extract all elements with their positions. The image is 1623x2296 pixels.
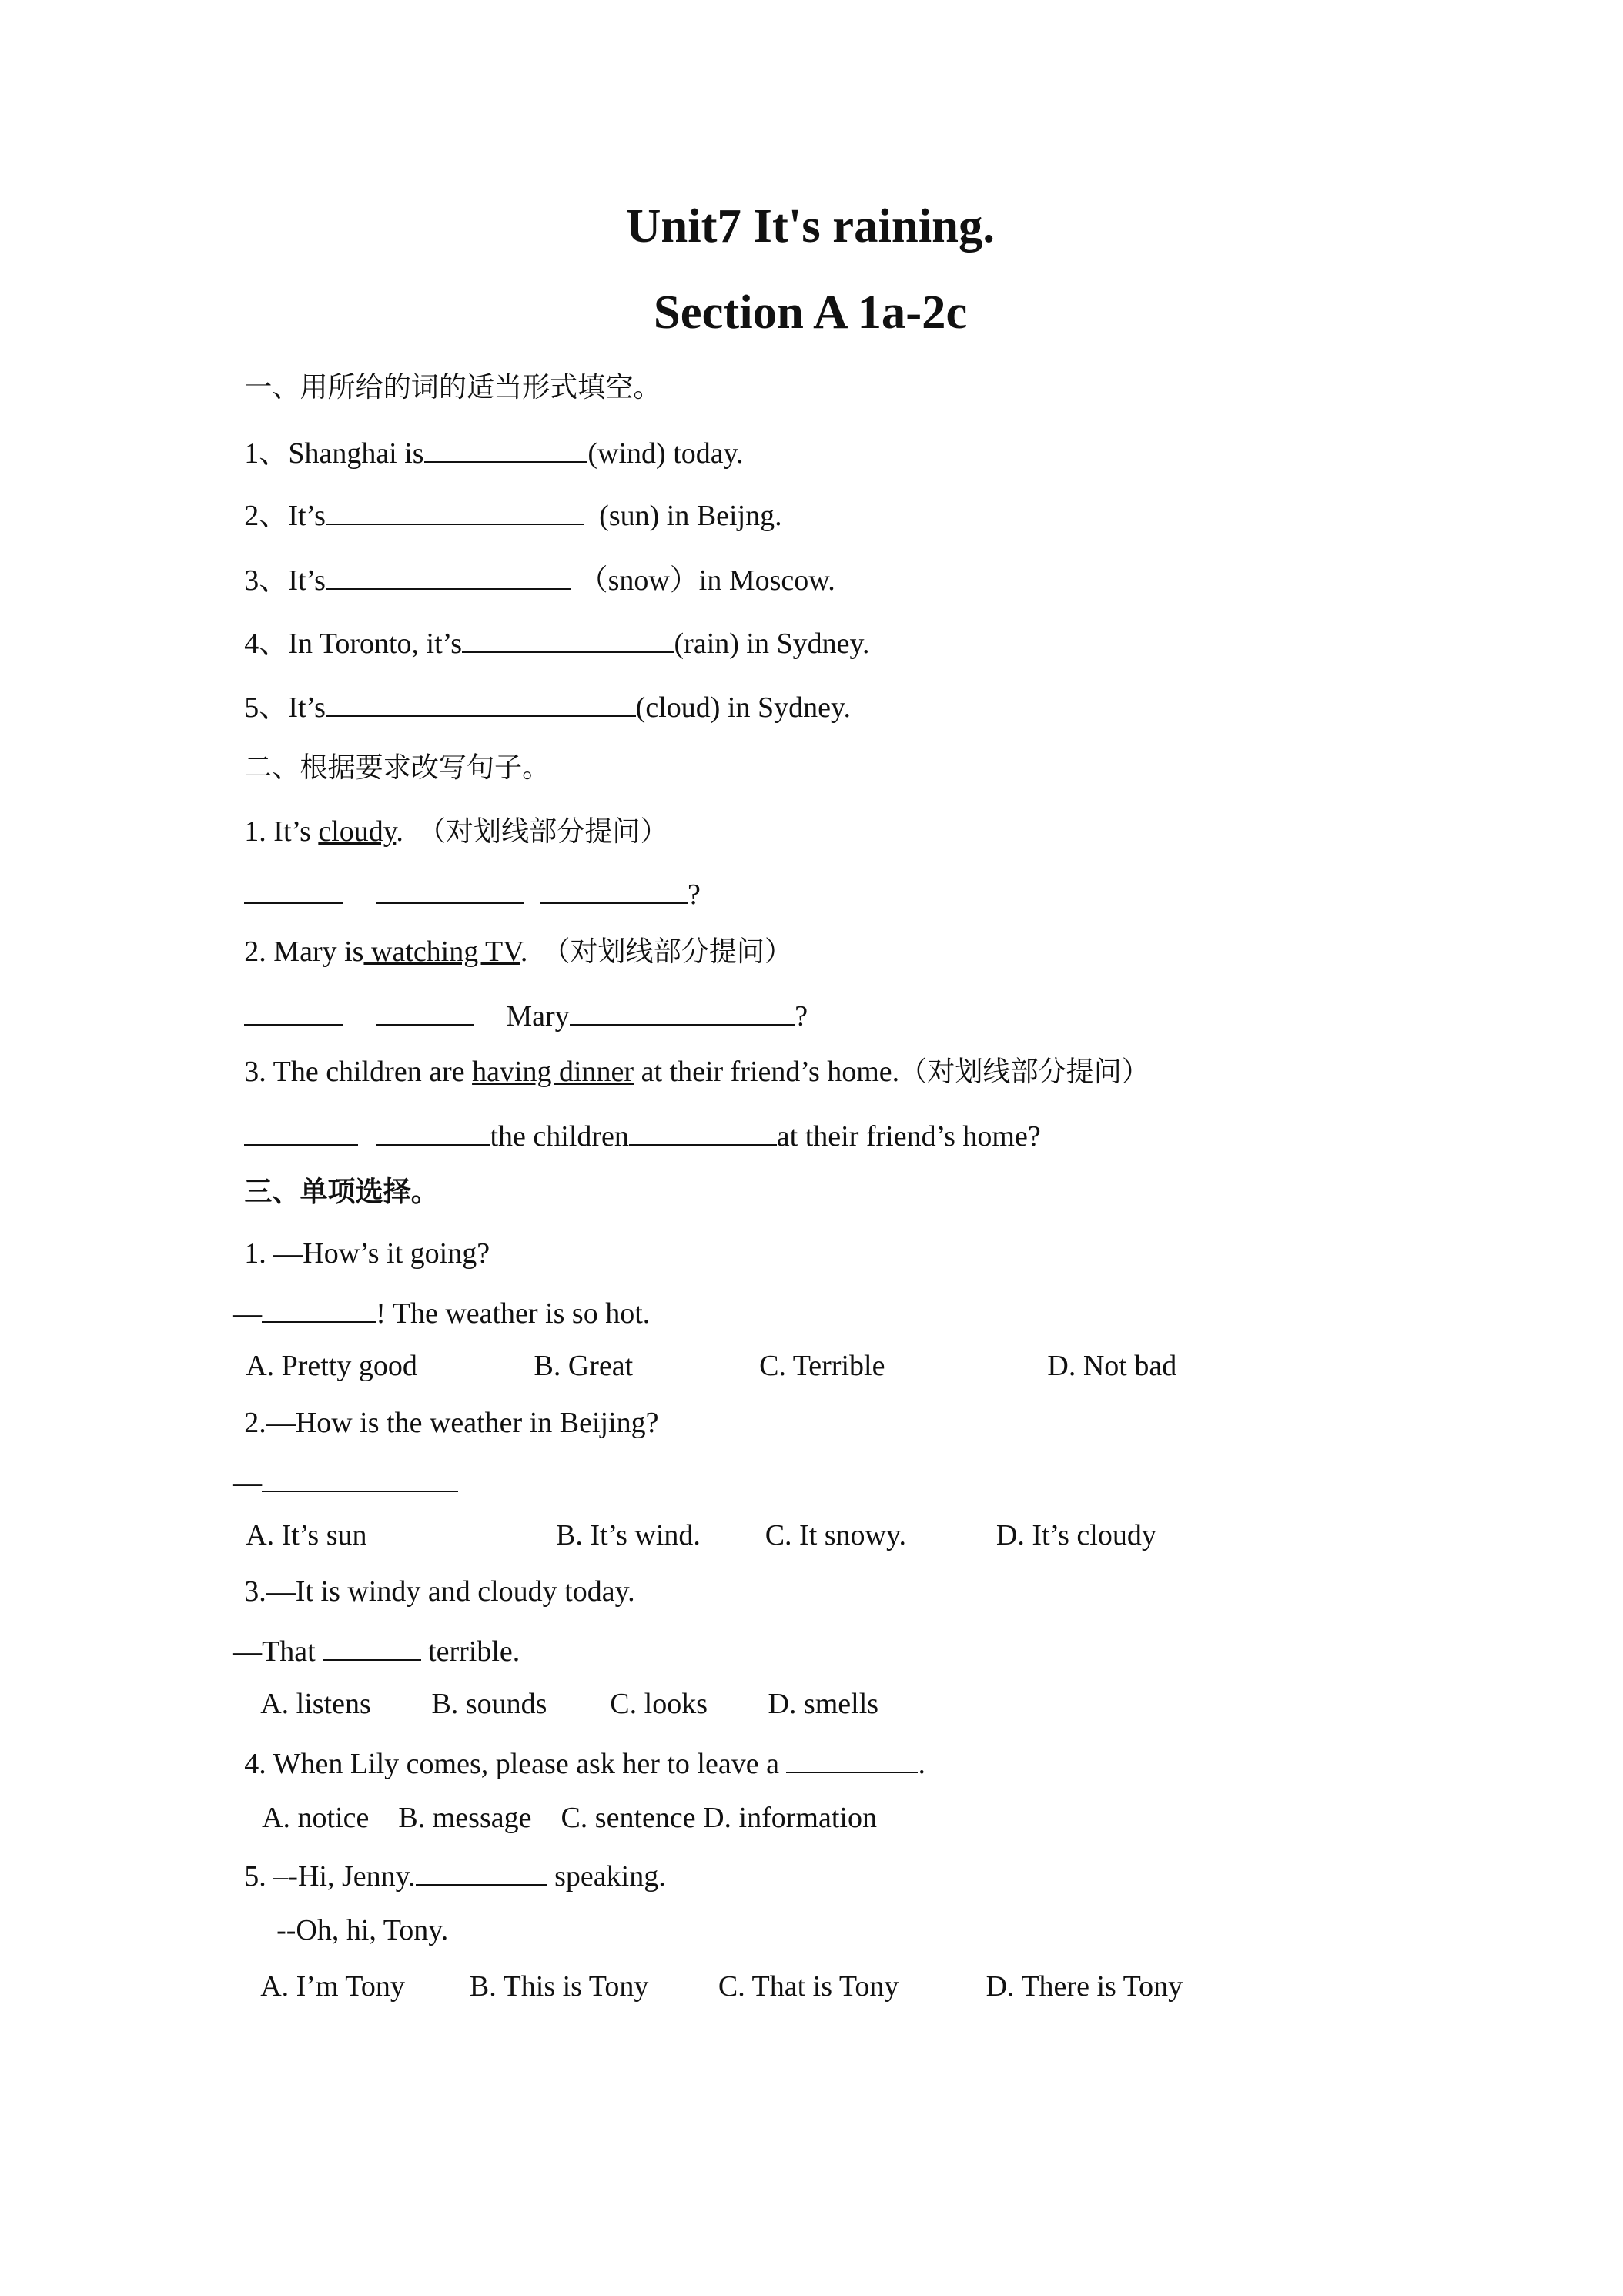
- part1-item-3: [244, 559, 835, 600]
- part3-q2-prompt: 2.—How is the weather in Beijing?: [244, 1407, 659, 1439]
- instruction-note: （对划线部分提问）: [899, 1056, 1149, 1088]
- item-number: 5、: [244, 691, 289, 725]
- answer-text: at their friend’s home?: [776, 1120, 1041, 1153]
- option-d[interactable]: D. smells: [768, 1687, 879, 1720]
- part3-q3-prompt: 3.—It is windy and cloudy today.: [244, 1575, 635, 1608]
- underlined-phrase: having dinner: [472, 1056, 634, 1088]
- option-d[interactable]: D. It’s cloudy: [996, 1519, 1156, 1552]
- part2-question-3: [244, 1053, 1149, 1091]
- part2-answer-1: [244, 873, 701, 914]
- question-text: at their friend’s home.: [634, 1056, 900, 1088]
- answer-blank[interactable]: [244, 873, 343, 904]
- question-text: .: [918, 1747, 925, 1780]
- answer-blank[interactable]: [244, 1115, 358, 1146]
- question-text: 1. It’s: [244, 815, 319, 848]
- question-text: 5. –-Hi, Jenny.: [244, 1860, 416, 1893]
- question-text: speaking.: [547, 1860, 666, 1893]
- item-text: (sun) in Beijng.: [584, 500, 782, 533]
- answer-blank[interactable]: [376, 873, 524, 904]
- question-text: 2. Mary is: [244, 935, 364, 969]
- part1-heading: 一、用所给的词的适当形式填空。: [244, 370, 661, 403]
- option-d[interactable]: D. There is Tony: [986, 1970, 1183, 2003]
- part3-q5-reply: --Oh, hi, Tony.: [276, 1914, 449, 1947]
- underlined-phrase: watching TV: [363, 935, 520, 969]
- part3-q2-reply: [233, 1461, 458, 1502]
- option-c[interactable]: C. looks: [610, 1687, 708, 1720]
- part2-answer-3: [244, 1115, 1040, 1156]
- item-text: Shanghai is: [288, 437, 424, 470]
- answer-blank[interactable]: [323, 1630, 420, 1661]
- part1-item-4: [244, 622, 869, 663]
- part1-item-2: [244, 494, 781, 535]
- option-c[interactable]: C. It snowy.: [765, 1519, 907, 1552]
- item-text: (wind) today.: [587, 437, 744, 470]
- part2-answer-2: [244, 995, 808, 1036]
- answer-blank[interactable]: [462, 622, 674, 653]
- item-number: 4、: [244, 627, 289, 660]
- option-a[interactable]: A. It’s sun: [246, 1519, 367, 1552]
- page-subtitle: Section A 1a-2c: [653, 284, 968, 339]
- option-b[interactable]: B. sounds: [431, 1687, 547, 1720]
- reply-text: —That: [233, 1635, 323, 1668]
- dash: —: [233, 1297, 263, 1330]
- answer-blank[interactable]: [326, 494, 584, 525]
- reply-text: ! The weather is so hot.: [376, 1297, 651, 1330]
- reply-text: terrible.: [420, 1635, 520, 1668]
- item-text: It’s: [288, 500, 326, 533]
- option-c[interactable]: C. That is Tony: [718, 1970, 899, 2003]
- part3-q4-options[interactable]: A. notice B. message C. sentence D. information: [262, 1802, 877, 1834]
- part3-q1-prompt: 1. —How’s it going?: [244, 1237, 490, 1270]
- part3-q3-reply: [233, 1630, 520, 1671]
- answer-blank[interactable]: [244, 995, 343, 1026]
- part3-q4-prompt: [244, 1742, 925, 1783]
- part3-heading: 三、单项选择。: [244, 1175, 439, 1208]
- item-text: (rain) in Sydney.: [674, 627, 870, 660]
- option-d[interactable]: D. Not bad: [1047, 1349, 1177, 1382]
- part3-q1-reply: [233, 1292, 650, 1333]
- question-mark: ?: [687, 879, 701, 912]
- item-text: In Toronto, it’s: [288, 627, 463, 660]
- answer-blank[interactable]: [540, 873, 688, 904]
- underlined-phrase: cloudy: [318, 815, 397, 848]
- answer-text: the children: [490, 1120, 629, 1153]
- page-title: Unit7 It's raining.: [626, 198, 996, 253]
- answer-word: Mary: [506, 1000, 570, 1033]
- question-text: .: [520, 935, 543, 969]
- option-a[interactable]: A. I’m Tony: [260, 1970, 405, 2003]
- part2-question-1: [244, 813, 668, 851]
- part2-question-2: [244, 933, 792, 971]
- answer-blank[interactable]: [629, 1115, 777, 1146]
- option-b[interactable]: B. Great: [534, 1349, 634, 1382]
- answer-blank[interactable]: [376, 995, 474, 1026]
- item-text: It’s: [288, 691, 326, 725]
- item-number: 1、: [244, 437, 289, 470]
- answer-blank[interactable]: [424, 432, 588, 463]
- part3-q5-prompt: [244, 1855, 665, 1896]
- item-text: It’s: [288, 564, 326, 597]
- answer-blank[interactable]: [376, 1115, 490, 1146]
- part2-heading: 二、根据要求改写句子。: [244, 751, 550, 784]
- question-text: 3. The children are: [244, 1056, 473, 1088]
- question-text: 4. When Lily comes, please ask her to leave a: [244, 1747, 787, 1780]
- answer-blank[interactable]: [416, 1855, 547, 1886]
- option-c[interactable]: C. Terrible: [759, 1349, 885, 1382]
- option-a[interactable]: A. listens: [260, 1687, 371, 1720]
- answer-blank[interactable]: [326, 686, 636, 717]
- dash: —: [233, 1467, 263, 1500]
- question-mark: ?: [795, 1000, 808, 1033]
- answer-blank[interactable]: [326, 559, 571, 590]
- part1-item-5: [244, 686, 851, 727]
- answer-blank[interactable]: [262, 1292, 376, 1323]
- answer-blank[interactable]: [262, 1461, 458, 1492]
- option-b[interactable]: B. It’s wind.: [556, 1519, 701, 1552]
- instruction-note: （对划线部分提问）: [417, 815, 668, 848]
- item-text: (cloud) in Sydney.: [635, 691, 851, 725]
- option-b[interactable]: B. This is Tony: [469, 1970, 649, 2003]
- item-number: 3、: [244, 564, 289, 597]
- option-a[interactable]: A. Pretty good: [246, 1349, 417, 1382]
- instruction-note: （对划线部分提问）: [542, 935, 793, 969]
- answer-blank[interactable]: [786, 1742, 918, 1773]
- answer-blank[interactable]: [570, 995, 795, 1026]
- part1-item-1: [244, 432, 743, 473]
- item-text: （snow）in Moscow.: [571, 564, 835, 597]
- question-text: .: [396, 815, 418, 848]
- item-number: 2、: [244, 500, 289, 533]
